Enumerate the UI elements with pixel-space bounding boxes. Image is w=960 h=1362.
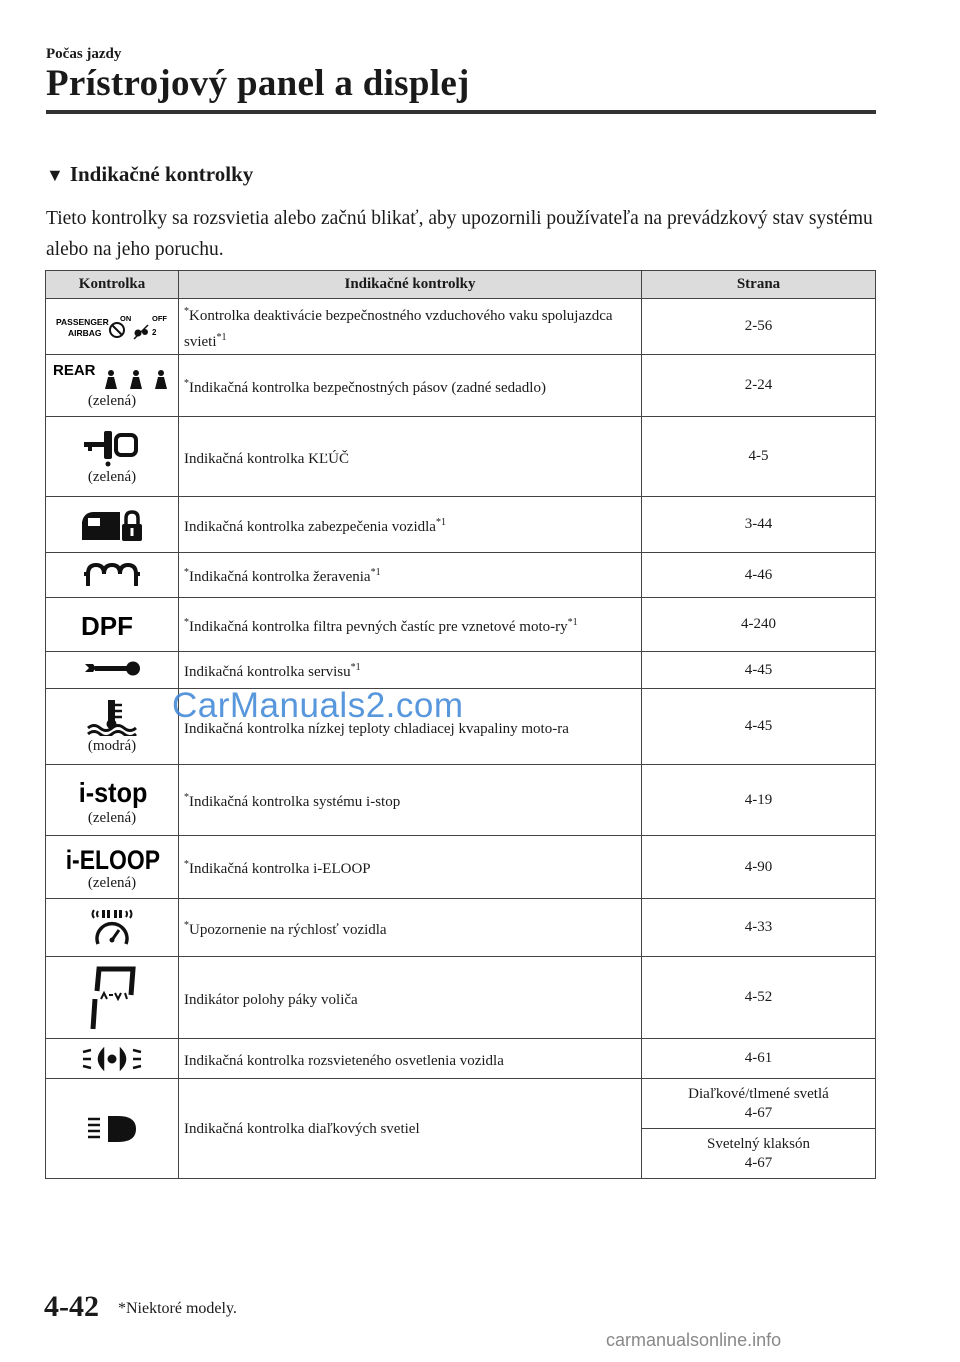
indicator-cell <box>46 652 179 689</box>
indicator-description: *Kontrolka deaktivácie bezpečnostného vzduchového vaku spolujazdca svieti$^{*1}$ <box>179 299 642 355</box>
svg-text:i-stop: i-stop <box>78 776 147 808</box>
svg-text:ON: ON <box>120 313 132 323</box>
indicator-color-caption: (zelená) <box>87 809 137 826</box>
svg-text:PASSENGER: PASSENGER <box>56 316 109 327</box>
page-reference: 4-61 <box>642 1039 876 1079</box>
triangle-marker-icon: ▼ <box>46 165 64 185</box>
indicator-description: *Indikačná kontrolka i-ELOOP <box>179 836 642 899</box>
table-row <box>46 836 876 899</box>
dpf-icon <box>79 611 145 639</box>
title-rule <box>46 110 876 114</box>
svg-text:DPF: DPF <box>81 610 133 639</box>
wrench-icon <box>83 661 141 679</box>
indicator-cell <box>46 957 179 1039</box>
indicator-cell <box>46 1079 179 1179</box>
shift-position-icon <box>87 965 137 1031</box>
indicator-description: Indikačná kontrolka zabezpečenia vozidla$^{*1}$ <box>179 497 642 553</box>
subsection-heading <box>46 162 253 187</box>
footnote: *Niektoré modely. <box>118 1300 237 1317</box>
page-reference: 4-5 <box>642 417 876 497</box>
indicator-description: Indikačná kontrolka rozsvieteného osvetlenia vozidla <box>179 1039 642 1079</box>
column-header: Indikačné kontrolky <box>179 271 642 299</box>
table-header-row <box>46 271 876 299</box>
low-coolant-temp-icon <box>86 698 138 736</box>
high-beam-icon <box>84 1114 140 1144</box>
i-stop-icon <box>77 774 147 808</box>
table-row <box>46 299 876 355</box>
page-reference: 4-52 <box>642 957 876 1039</box>
table-row <box>46 553 876 598</box>
table-row <box>46 417 876 497</box>
indicator-color-caption: (zelená) <box>87 874 137 891</box>
table-row <box>46 355 876 417</box>
table-row <box>46 497 876 553</box>
page-reference-high-beam: Diaľkové/tlmené svetlá 4-67 <box>642 1079 876 1129</box>
page-reference: 4-46 <box>642 553 876 598</box>
page-reference: 2-56 <box>642 299 876 355</box>
key-icon <box>82 427 142 467</box>
table-row <box>46 765 876 836</box>
page-reference: 2-24 <box>642 355 876 417</box>
indicator-description: *Indikačná kontrolka žeravenia$^{*1}$ <box>179 553 642 598</box>
page-reference: 4-45 <box>642 689 876 765</box>
page-reference: 4-19 <box>642 765 876 836</box>
svg-text:OFF: OFF <box>152 313 167 323</box>
speed-warning-icon <box>90 908 134 948</box>
i-eloop-icon <box>64 843 160 873</box>
glow-plug-icon <box>82 562 142 588</box>
indicator-cell <box>46 355 179 417</box>
security-car-lock-icon <box>80 508 144 542</box>
indicator-description: *Upozornenie na rýchlosť vozidla <box>179 899 642 957</box>
svg-text:2: 2 <box>152 327 157 337</box>
table-row <box>46 598 876 652</box>
indicator-cell <box>46 765 179 836</box>
rear-seatbelt-icon <box>53 361 171 391</box>
table-row <box>46 1079 876 1129</box>
indicator-cell <box>46 1039 179 1079</box>
column-header: Kontrolka <box>46 271 179 299</box>
indicator-description: Indikačná kontrolka servisu$^{*1}$ <box>179 652 642 689</box>
subsection-heading-text: Indikačné kontrolky <box>69 162 254 186</box>
table-row <box>46 957 876 1039</box>
indicator-cell <box>46 497 179 553</box>
section-label: Počas jazdy <box>46 46 122 62</box>
column-header: Strana <box>642 271 876 299</box>
indicator-color-caption: (zelená) <box>87 469 137 485</box>
indicator-color-caption: (zelená) <box>87 393 137 409</box>
indicator-cell <box>46 417 179 497</box>
page-number: 4-42 <box>44 1290 99 1323</box>
indicator-cell <box>46 689 179 765</box>
indicator-description: *Indikačná kontrolka filtra pevných častíc pre vznetové moto-$ry^{*1}$ <box>179 598 642 652</box>
indicator-color-caption: (modrá) <box>87 738 137 754</box>
svg-text:REAR: REAR <box>53 362 96 379</box>
indicator-description: Indikačná kontrolka nízkej teploty chladiacej kvapaliny moto-ra <box>179 689 642 765</box>
table-row <box>46 652 876 689</box>
passenger-airbag-off-icon <box>56 313 168 341</box>
indicator-cell <box>46 553 179 598</box>
page-reference: 4-45 <box>642 652 876 689</box>
page-title: Prístrojový panel a displej <box>46 63 470 104</box>
indicator-description: Indikačná kontrolka diaľkových svetiel <box>179 1079 642 1179</box>
svg-text:AIRBAG: AIRBAG <box>68 327 102 338</box>
page-reference: 4-33 <box>642 899 876 957</box>
indicator-cell <box>46 598 179 652</box>
page-reference: 4-240 <box>642 598 876 652</box>
indicator-description: Indikátor polohy páky voliča <box>179 957 642 1039</box>
table-row <box>46 899 876 957</box>
page-reference: 3-44 <box>642 497 876 553</box>
indicator-description: Indikačná kontrolka KĽÚČ <box>179 417 642 497</box>
watermark: CarManuals2.com <box>172 686 464 725</box>
indicator-description: *Indikačná kontrolka bezpečnostných pásov (zadné sedadlo) <box>179 355 642 417</box>
page-reference: 4-90 <box>642 836 876 899</box>
indicator-description: *Indikačná kontrolka systému i-stop <box>179 765 642 836</box>
indicator-cell <box>46 836 179 899</box>
indicator-cell <box>46 299 179 355</box>
footer-site-watermark: carmanualsonline.info <box>606 1330 782 1350</box>
intro-paragraph: Tieto kontrolky sa rozsvietia alebo začnú blikať, aby upozornili používateľa na prevádzkový stav systému alebo na jeho poruchu. <box>46 208 873 260</box>
table-row <box>46 1039 876 1079</box>
svg-text:i-ELOOP: i-ELOOP <box>65 844 160 873</box>
page-reference-flash: Svetelný klaksón 4-67 <box>642 1129 876 1179</box>
indicator-cell <box>46 899 179 957</box>
lights-on-icon <box>81 1047 143 1071</box>
